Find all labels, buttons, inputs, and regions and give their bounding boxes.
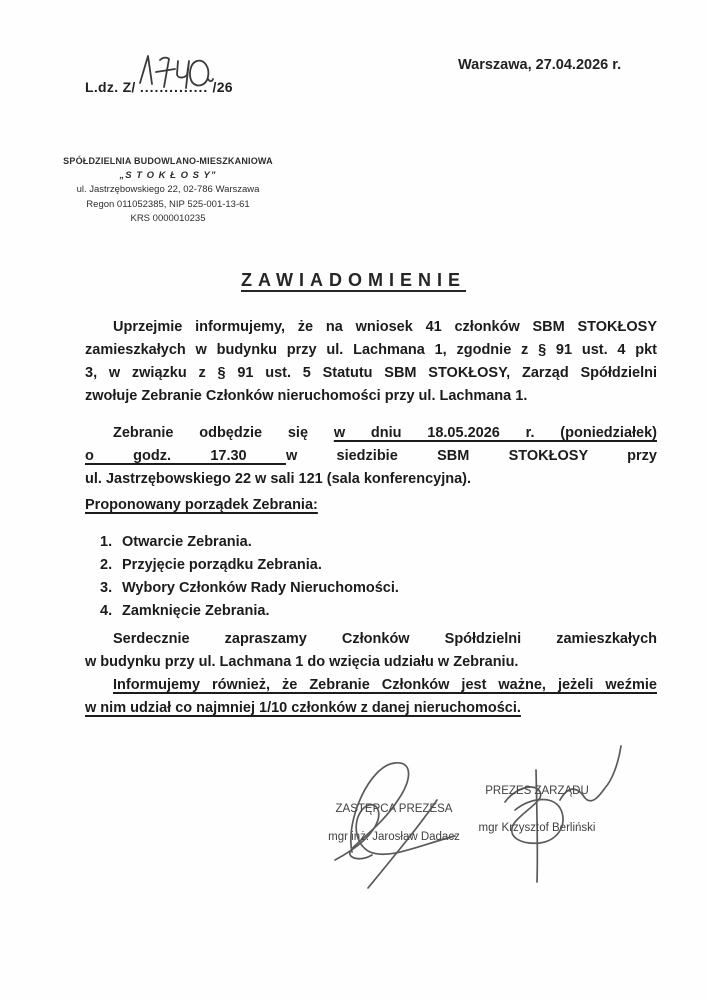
letterhead-stamp — [62, 154, 274, 227]
letterhead-krs: KRS 0000010235 — [130, 213, 206, 224]
text-line — [85, 316, 657, 339]
text-line — [85, 385, 657, 408]
signature-scribble-left-loop — [335, 805, 455, 860]
letterhead-address: ul. Jastrzębowskiego 22, 02-786 Warszawa — [76, 184, 260, 195]
handwritten-digit-4 — [177, 61, 189, 88]
underlined-text: Informujemy również, że Zebranie Członków jest ważne, jeżeli weźmie — [113, 677, 657, 693]
agenda-item-text: Wybory Członków Rady Nieruchomości. — [122, 580, 399, 596]
text-segment: Serdecznie zapraszamy Członków Spółdzielni zamieszkałych — [113, 631, 657, 647]
handwritten-digit-7 — [160, 58, 169, 87]
agenda-item-number: 4. — [100, 603, 113, 619]
letterhead-org-name: SPÓŁDZIELNIA BUDOWLANO-MIESZKANIOWA — [63, 156, 273, 166]
text-segment: w siedzibie SBM STOKŁOSY przy — [285, 448, 657, 464]
text-line — [85, 651, 657, 674]
agenda-item — [85, 554, 657, 577]
underlined-text: o godz. 17.30 — [85, 448, 286, 464]
ref-prefix: L.dz. Z/ — [85, 79, 136, 95]
underlined-text: w dniu 18.05.2026 r. (poniedziałek) — [333, 425, 657, 441]
letterhead-regon-nip: Regon 011052385, NIP 525-001-13-61 — [86, 198, 250, 210]
place-date: Warszawa, 27.04.2026 r. — [458, 57, 622, 73]
text-segment: zwołuje Zebranie Członków nieruchomości przy ul. Lachmana 1. — [85, 388, 528, 404]
handwritten-digit-0-tail — [208, 79, 213, 81]
para-invitation — [85, 628, 657, 674]
para-meeting-date — [85, 422, 657, 491]
text-segment: Uprzejmie informujemy, że na wniosek 41 członków SBM STOKŁOSY — [113, 319, 657, 335]
handwritten-digit-1 — [140, 56, 152, 84]
text-line — [85, 362, 657, 385]
agenda-item-number: 1. — [100, 534, 113, 550]
agenda-item-text: Przyjęcie porządku Zebrania. — [122, 557, 322, 573]
agenda-item-text: Zamknięcie Zebrania. — [122, 603, 270, 619]
agenda-item-number: 2. — [100, 557, 113, 573]
document-title-wrap — [0, 270, 707, 291]
text-line — [85, 422, 657, 445]
text-line — [85, 468, 657, 491]
handwritten-number — [133, 48, 215, 99]
text-segment: 3, w związku z § 91 ust. 5 Statutu SBM STOKŁOSY, Zarząd Spółdzielni — [85, 365, 657, 381]
agenda-item — [85, 531, 657, 554]
ref-dotted-line: .............. — [139, 79, 209, 95]
signature-scribble-right-wave — [560, 746, 621, 801]
signature-scribbles — [300, 730, 660, 910]
text-line — [85, 674, 657, 697]
handwritten-digit-7-bar — [156, 69, 175, 72]
letterhead-org-shortname: „S T O K Ł O S Y” — [119, 169, 217, 181]
heading-text: Proponowany porządek Zebrania: — [85, 497, 318, 513]
text-line — [85, 339, 657, 362]
signature-name-left: mgr inż. Jarosław Dadacz — [328, 831, 460, 843]
text-line — [85, 445, 657, 468]
text-segment: Zebranie odbędzie się — [113, 425, 334, 441]
para-intro — [85, 316, 657, 408]
text-segment: w budynku przy ul. Lachmana 1 do wzięcia udziału w Zebraniu. — [85, 654, 519, 670]
document-title: ZAWIADOMIENIE — [241, 270, 466, 290]
signature-scribble-right-loop — [505, 787, 563, 843]
text-line — [85, 628, 657, 651]
signature-role-right: PREZES ZARZĄDU — [485, 785, 589, 797]
agenda-item-text: Otwarcie Zebrania. — [122, 534, 252, 550]
text-segment: zamieszkałych w budynku przy ul. Lachmana 1, zgodnie z § 91 ust. 4 pkt — [85, 342, 657, 358]
document-body — [85, 316, 657, 720]
agenda-item — [85, 577, 657, 600]
signature-role-left: ZASTĘPCA PREZESA — [335, 803, 453, 815]
underlined-text: w nim udział co najmniej 1/10 członków z danej nieruchomości. — [85, 700, 521, 716]
agenda-list — [85, 531, 657, 623]
para-quorum — [85, 674, 657, 720]
agenda-heading — [85, 494, 657, 517]
signature-name-right: mgr Krzysztof Berliński — [478, 822, 596, 834]
agenda-item — [85, 600, 657, 623]
handwritten-digit-0 — [190, 61, 208, 86]
ref-suffix: /26 — [212, 79, 233, 95]
agenda-item-number: 3. — [100, 580, 113, 596]
text-line — [85, 697, 657, 720]
text-segment: ul. Jastrzębowskiego 22 w sali 121 (sala konferencyjna). — [85, 471, 472, 487]
signature-scribble-right-vertical — [536, 770, 537, 882]
